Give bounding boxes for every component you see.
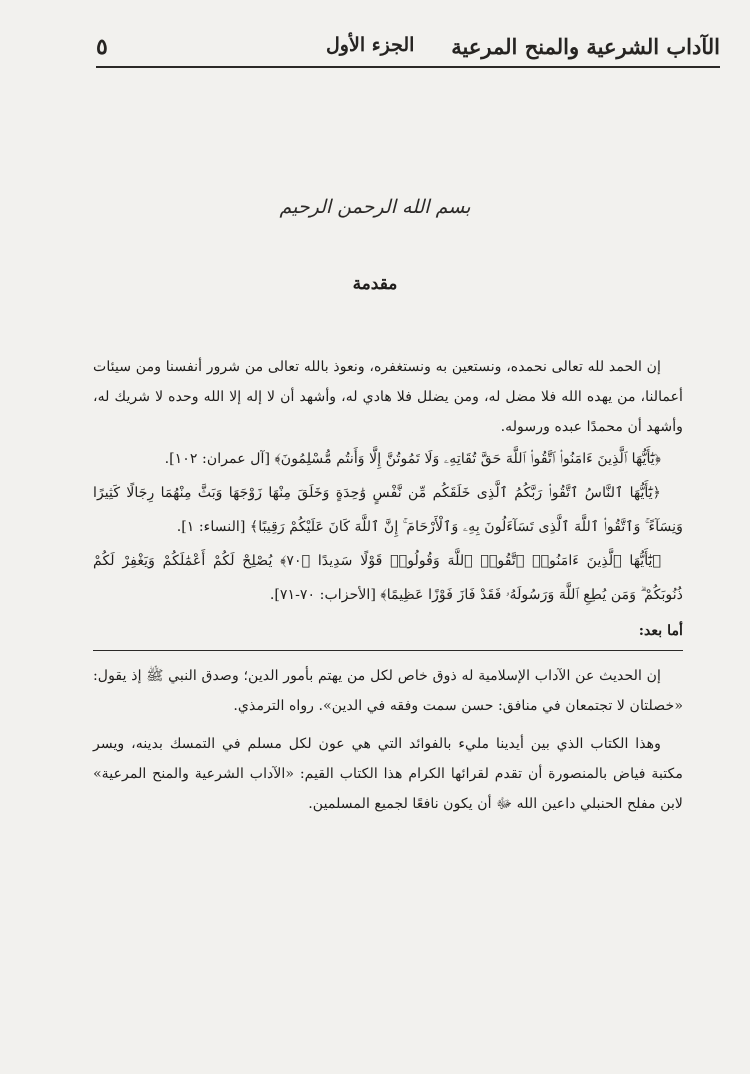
- section-divider: [93, 650, 683, 651]
- basmala: بسم الله الرحمن الرحيم: [279, 196, 471, 218]
- body-text: [93, 352, 683, 819]
- hadith-paragraph: إن الحديث عن الآداب الإسلامية له ذوق خاص لكل من يهتم بأمور الدين؛ وصدق النبي ﷺ إذ يقول: «خصلتان لا تجتمعان في منافق: حسن سمت وفقه في الدين». رواه الترمذي.: [93, 668, 683, 714]
- book-title: الآداب الشرعية والمنح المرعية: [451, 34, 720, 59]
- part-title: الجزء الأول: [326, 34, 415, 56]
- header-rule: [96, 66, 720, 68]
- intro-heading: مقدمة: [352, 274, 398, 294]
- page-header: [96, 34, 720, 66]
- quran-verse-3: ﴿يَٰٓأَيُّهَا ٱلَّذِينَ ءَامَنُوا۟ ٱتَّقُوا۟ ٱللَّهَ وَقُولُوا۟ قَوْلًا سَدِيدًا ﴿٧٠﴾ يُصْلِحْ لَكُمْ أَعْمَٰلَكُمْ وَيَغْفِرْ لَكُمْ ذُنُوبَكُمْ ۗ وَمَن يُطِعِ ٱللَّهَ وَرَسُولَهُۥ فَقَدْ فَازَ فَوْزًا عَظِيمًا﴾ [الأحزاب: ٧٠-٧١].: [93, 553, 683, 603]
- amma-bad-heading: أما بعد:: [638, 623, 683, 639]
- page-number: ٥: [96, 34, 108, 60]
- closing-paragraph: وهذا الكتاب الذي بين أيدينا مليء بالفوائد التي هي عون لكل مسلم في التمسك بدينه، ويسر مكتبة فياض بالمنصورة أن تقدم لقرائها الكرام هذا الكتاب القيم: «الآداب الشرعية والمنح المرعية» لابن مفلح الحنبلي داعين الله ﷻ أن يكون نافعًا لجميع المسلمين.: [93, 736, 683, 812]
- quran-verse-2: ﴿يَٰٓأَيُّهَا ٱلنَّاسُ ٱتَّقُوا۟ رَبَّكُمُ ٱلَّذِى خَلَقَكُم مِّن نَّفْسٍ وَٰحِدَةٍ وَخَلَقَ مِنْهَا زَوْجَهَا وَبَثَّ مِنْهُمَا رِجَالًا كَثِيرًا وَنِسَآءً ۚ وَٱتَّقُوا۟ ٱللَّهَ ٱلَّذِى تَسَآءَلُونَ بِهِۦ وَٱلْأَرْحَامَ ۚ إِنَّ ٱللَّهَ كَانَ عَلَيْكُمْ رَقِيبًا﴾ [النساء: ١].: [93, 485, 683, 535]
- quran-verse-1: ﴿يَٰٓأَيُّهَا ٱلَّذِينَ ءَامَنُوا۟ ٱتَّقُوا۟ ٱللَّهَ حَقَّ تُقَاتِهِۦ وَلَا تَمُوتُنَّ إِلَّا وَأَنتُم مُّسْلِمُونَ﴾ [آل عمران: ١٠٢].: [164, 451, 661, 467]
- opening-paragraph: إن الحمد لله تعالى نحمده، ونستعين به ونستغفره، ونعوذ بالله تعالى من شرور أنفسنا ومن سيئات أعمالنا، من يهده الله فلا مضل له، ومن يضلل فلا هادي له، وأشهد أن لا إله إلا الله وحده لا شريك له، وأشهد أن محمدًا عبده ورسوله.: [93, 359, 683, 435]
